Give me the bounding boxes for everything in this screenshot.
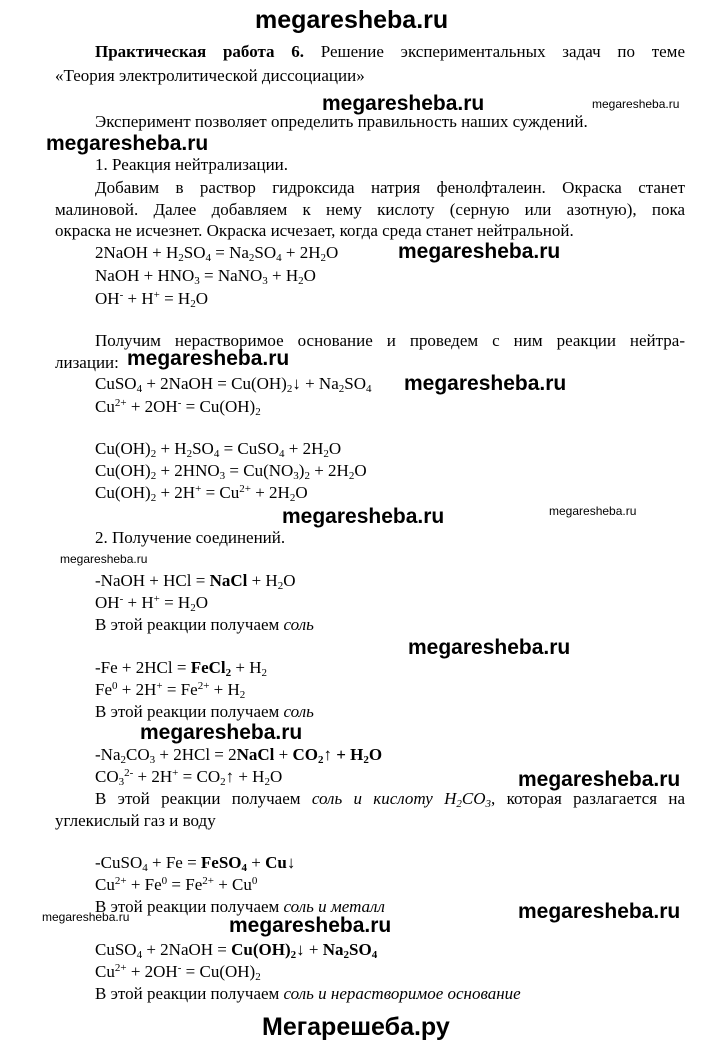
watermark: megaresheba.ru: [518, 900, 681, 923]
title-line-1: [95, 42, 685, 62]
result-prefix: В этой реакции получаем: [95, 789, 301, 808]
result-text: [95, 702, 314, 722]
section1-paragraph-line: окраска не исчезнет. Окраска исчезает, когда среда станет нейтральной.: [55, 221, 574, 240]
ionic-equation: $OH^- + H^+ = H_2O$: [95, 593, 208, 614]
equation: $Cu(OH)_2 + 2HNO_3 = Cu(NO_3)_2 + 2H_2O$: [95, 461, 367, 482]
result-prefix: В этой реакции получаем: [95, 897, 280, 916]
watermark: megaresheba.ru: [46, 132, 209, 155]
title-rest: Решение экспериментальных задач по теме: [304, 42, 685, 61]
result-text: [95, 897, 385, 917]
equation: 2NaOH + $H_2SO_4 = Na_2SO_4 + 2H_2O$: [95, 243, 339, 264]
equation: $Cu(OH)_2 + H_2SO_4$ = CuSO$_4$ + $2H_2O$: [95, 439, 342, 460]
equation: CuSO$_4$ + 2NaOH = $Cu(OH)_2↓ + Na_2SO_4$: [95, 374, 372, 395]
result-product: соль: [283, 615, 314, 634]
header-watermark: megaresheba.ru: [255, 6, 449, 34]
watermark: megaresheba.ru: [282, 505, 445, 528]
result-prefix: В этой реакции получаем: [95, 702, 280, 721]
ionic-equation: $Cu^{2+} + Fe^0 = Fe^{2+} + Cu^0$: [95, 875, 258, 894]
watermark: megaresheba.ru: [140, 721, 303, 744]
intro-text: Эксперимент позволяет определить правильность наших суждений.: [95, 112, 588, 131]
watermark: megaresheba.ru: [518, 768, 681, 791]
equation: NaOH + $HNO_3$ = NaNO$_3$ + $H_2O$: [95, 266, 316, 287]
section1-paragraph-line: Получим нерастворимое основание и проведем с ним реакции нейтра-: [95, 331, 685, 350]
result-text-cont: углекислый газ и воду: [55, 811, 216, 830]
ionic-equation: $Fe^0 + 2H^+ = Fe^{2+} + H_2$: [95, 680, 246, 701]
watermark-small: megaresheba.ru: [549, 504, 637, 518]
watermark: megaresheba.ru: [127, 347, 290, 370]
watermark: megaresheba.ru: [229, 914, 392, 937]
result-text: [95, 789, 685, 809]
section1-paragraph-line: малиновой. Далее добавляем к нему кислоту (серную или азотную), пока: [55, 200, 685, 219]
watermark-small: megaresheba.ru: [60, 552, 148, 566]
section1-paragraph-line: лизации:: [55, 353, 119, 372]
ionic-equation: $OH^- + H^+ = H_2O$: [95, 289, 208, 310]
ionic-equation: $Cu^{2+} + 2OH^- = Cu(OH)_2$: [95, 397, 261, 418]
watermark-small: megaresheba.ru: [592, 97, 680, 111]
watermark: megaresheba.ru: [404, 372, 567, 395]
footer-watermark: Мегарешеба.ру: [262, 1013, 450, 1041]
title-line-2: «Теория электролитической диссоциации»: [55, 66, 365, 85]
result-prefix: В этой реакции получаем: [95, 615, 280, 634]
equation: $-Na_2CO_3 + 2HCl$ = 2NaCl + $CO_2↑ + H_2O$: [95, 745, 383, 766]
equation: -NaOH + HCl = NaCl + $H_2O$: [95, 571, 296, 592]
section2-heading: 2. Получение соединений.: [95, 528, 286, 547]
result-product: соль: [283, 702, 314, 721]
result-product: соль и кислоту $H_2CO_3$: [311, 789, 492, 810]
result-product: соль и металл: [283, 897, 385, 916]
watermark: megaresheba.ru: [322, 92, 485, 115]
watermark: megaresheba.ru: [408, 636, 571, 659]
result-text: [95, 984, 521, 1004]
watermark: megaresheba.ru: [398, 240, 561, 263]
title-bold: Практическая работа 6.: [95, 42, 305, 61]
equation: -Fe + 2HCl = FeCl$_2$ + $H_2$: [95, 658, 267, 679]
equation: -CuSO$_4$ + Fe = FeSO$_4$ + Cu↓: [95, 853, 296, 874]
ionic-equation: $Cu^{2+} + 2OH^- = Cu(OH)_2$: [95, 962, 261, 983]
equation: CuSO$_4$ + 2NaOH = $Cu(OH)_2↓ + Na_2SO_4$: [95, 940, 378, 961]
result-prefix: В этой реакции получаем: [95, 984, 280, 1003]
section1-paragraph-line: Добавим в раствор гидроксида натрия фенолфталеин. Окраска станет: [95, 178, 685, 197]
result-tail: , которая разлагается на: [491, 789, 685, 808]
result-text: [95, 615, 314, 635]
ionic-equation: $CO_3^{2-} + 2H^+$ = $CO_2↑ + H_2O$: [95, 767, 283, 788]
section1-heading: 1. Реакция нейтрализации.: [95, 155, 289, 174]
result-product: соль и нерастворимое основание: [283, 984, 521, 1003]
ionic-equation: $Cu(OH)_2 + 2H^+ = Cu^{2+} + 2H_2O$: [95, 483, 308, 504]
watermark-small: megaresheba.ru: [42, 910, 130, 924]
